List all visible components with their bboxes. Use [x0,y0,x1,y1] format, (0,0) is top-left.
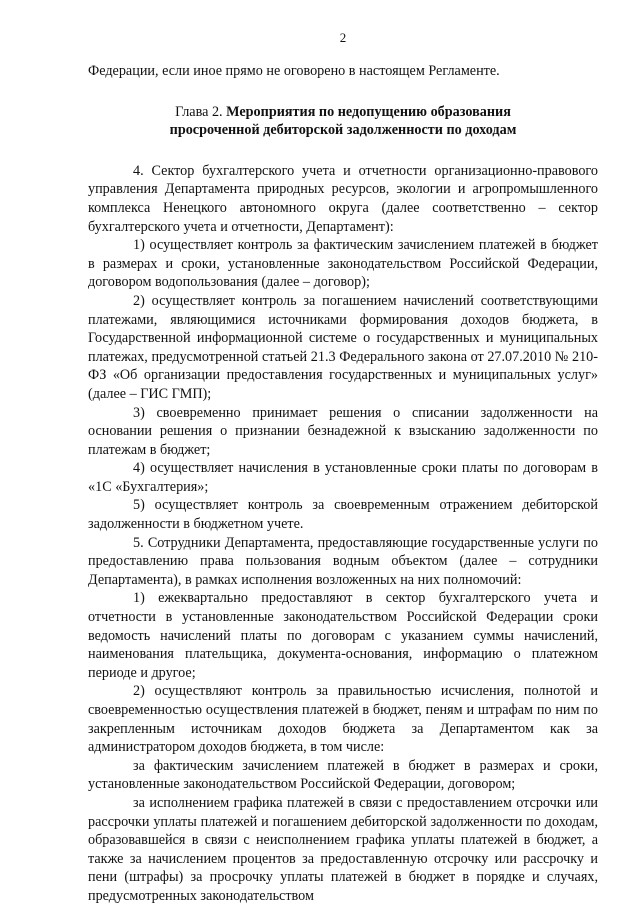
page-number: 2 [339,30,347,45]
paragraph-5-item-1: 1) ежеквартально предоставляют в сектор бухгалтерского учета и отчетности в установленные законодательством Российской Федерации сроки ведомость начислений платы по договорам с указанием суммы начислений, наименования плательщика, документа-основания, информацию о платежном периоде и другое; [88,590,598,681]
paragraph-4-item-2: 2) осуществляет контроль за погашением начислений соответствующими платежами, являющимися источниками формирования доходов бюджета, в Государственной информационной системе о государственных и муниципальных платежах, предусмотренной статьей 21.3 Федерального закона от 27.07.2010 № 210-ФЗ «Об организации предоставления государственных и муниципальных услуг» (далее – ГИС ГМП); [88,292,598,402]
paragraph-5: 5. Сотрудники Департамента, предоставляющие государственные услуги по предоставлению права пользования водным объектом (далее – сотрудники Департамента), в рамках исполнения возложенных на них полномочий: [88,534,598,588]
paragraph-continuation: Федерации, если иное прямо не оговорено в настоящем Регламенте. [88,63,500,79]
paragraph-4-item-4: 4) осуществляет начисления в установленные сроки платы по договорам в «1С «Бухгалтерия»; [88,460,598,495]
paragraph-4: 4. Сектор бухгалтерского учета и отчетности организационно-правового управления Департамента природных ресурсов, экологии и агропромышленного комплекса Ненецкого автономного округа (далее соответственно – сектор бухгалтерского учета и отчетности, Департамент): [88,162,598,235]
chapter-heading-prefix: Глава 2. [175,103,227,120]
paragraph-5-item-2-sub-2: за исполнением графика платежей в связи с предоставлением отсрочки или рассрочки уплаты платежей и погашением дебиторской задолженности по доходам, образовавшейся в связи с неисполнением графика уплаты платежей в бюджет, а также за начислением процентов за предоставленную отсрочку или рассрочку и пени (штрафы) за просрочку уплаты платежей в бюджет в порядке и случаях, предусмотренных законодательством [88,794,598,904]
paragraph-5-item-2: 2) осуществляют контроль за правильностью исчисления, полнотой и своевременностью осуществления платежей в бюджет, пеням и штрафам по ним по закрепленным источникам доходов бюджета за Департаментом как за администратором доходов бюджета, в том числе: [88,683,598,756]
paragraph-4-item-1: 1) осуществляет контроль за фактическим зачислением платежей в бюджет в размерах и сроки, установленные законодательством Российской Федерации, договором водопользования (далее – договор); [88,237,598,291]
document-page [88,30,598,906]
chapter-heading [88,103,598,140]
paragraph-4-item-5: 5) осуществляет контроль за своевременным отражением дебиторской задолженности в бюджетном учете. [88,497,598,533]
paragraph-4-item-3: 3) своевременно принимает решения о списании задолженности на основании решения о признании безнадежной к взысканию задолженности по платежам в бюджет; [88,404,598,458]
chapter-heading-title-line1: Мероприятия по недопущению образования [226,103,511,120]
chapter-heading-title-line2: просроченной дебиторской задолженности по доходам [169,122,517,139]
paragraph-5-item-2-sub-1: за фактическим зачислением платежей в бюджет в размерах и сроки, установленные законодательством Российской Федерации, договором; [88,757,598,793]
